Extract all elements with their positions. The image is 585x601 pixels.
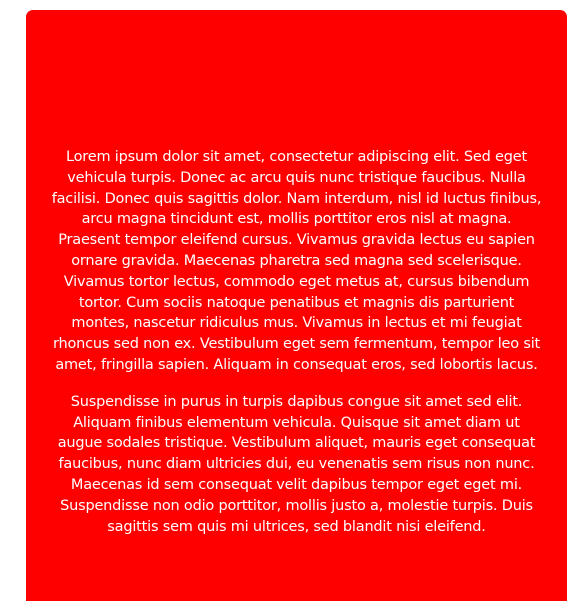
paragraph-2: Suspendisse in purus in turpis dapibus congue sit amet sed elit. Aliquam finibus elementum vehicula. Quisque sit amet diam ut augue sodales tristique. Vestibulum aliquet, mauris eget consequat faucibus, nunc diam ultricies dui, eu venenatis sem risus non nunc. Maecenas id sem consequat velit dapibus tempor eget eget mi. Suspendisse non odio porttitor, mollis justo a, molestie turpis. Duis sagittis sem quis mi ultrices, sed blandit nisi eleifend. [57,393,536,535]
content-card [26,10,567,601]
paragraph-1: Lorem ipsum dolor sit amet, consectetur adipiscing elit. Sed eget vehicula turpis. Donec ac arcu quis nunc tristique faucibus. Nulla facilisi. Donec quis sagittis dolor. Nam interdum, nisl id luctus finibus, arcu magna tincidunt est, mollis porttitor eros nisl at magna. Praesent tempor eleifend cursus. Vivamus gravida lectus eu sapien ornare gravida. Maecenas pharetra sed magna sed scelerisque. Vivamus tortor lectus, commodo eget metus at, cursus bibendum tortor. Cum sociis natoque penatibus et magnis dis parturient montes, nascetur ridiculus mus. Vivamus in lectus et mi feugiat rhoncus sed non ex. Vestibulum eget sem fermentum, tempor leo sit amet, fringilla sapien. Aliquam in consequat eros, sed lobortis lacus. [51,149,542,373]
